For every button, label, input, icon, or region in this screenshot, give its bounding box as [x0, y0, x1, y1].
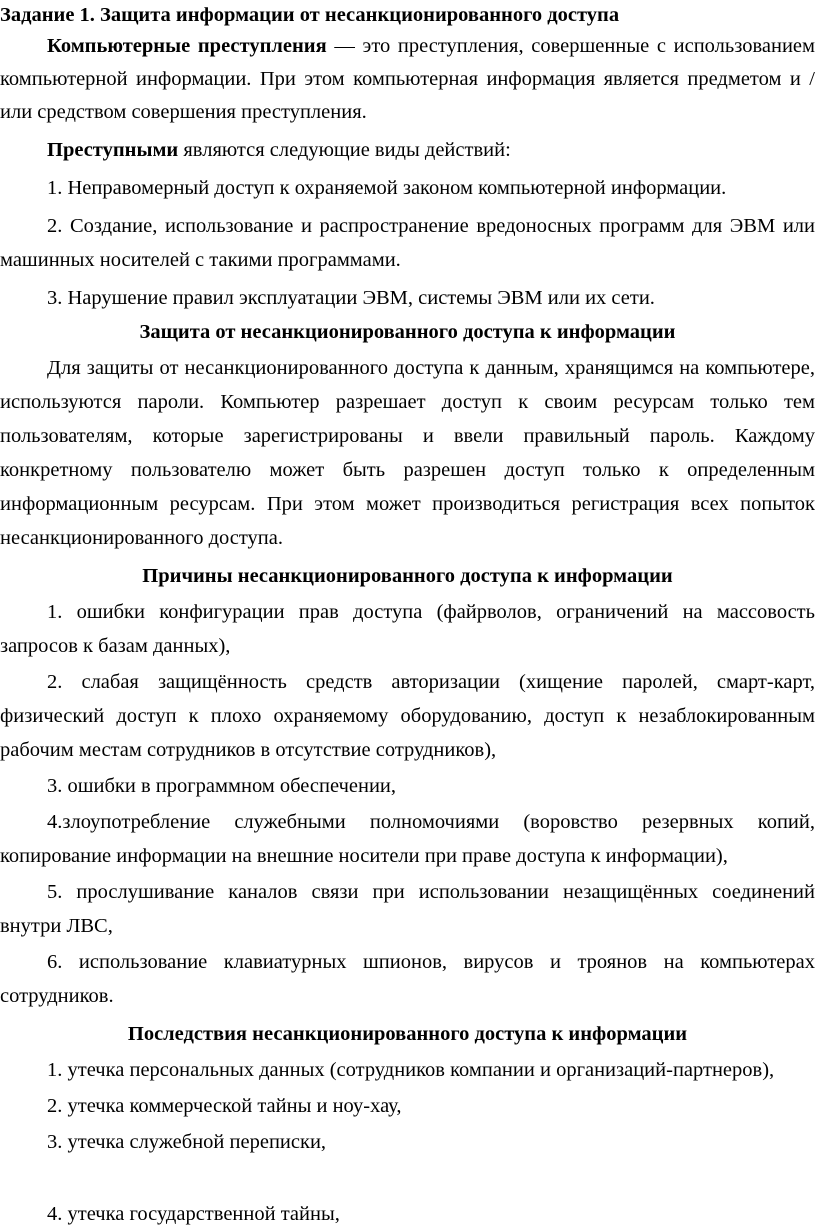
consequence-item-4: 4. утечка государственной тайны,	[47, 1203, 340, 1225]
criminal-rest: являются следующие виды действий:	[178, 139, 511, 161]
crime-item-3: 3. Нарушение правил эксплуатации ЭВМ, системы ЭВМ или их сети.	[47, 287, 655, 309]
protection-heading: Защита от несанкционированного доступа к информации	[139, 321, 676, 343]
cause-item-4: 4.злоупотребление служебными полномочиями (воровство резервных копий, копирование информации на внешние носители при праве доступа к информации),	[0, 811, 815, 867]
cause-item-6: 6. использование клавиатурных шпионов, вирусов и троянов на компьютерах сотрудников.	[0, 951, 815, 1007]
crime-item-1: 1. Неправомерный доступ к охраняемой законом компьютерной информации.	[47, 177, 727, 199]
page-title: Задание 1. Защита информации от несанкционированного доступа	[0, 4, 620, 26]
cause-item-5: 5. прослушивание каналов связи при использовании незащищённых соединений внутри ЛВС,	[0, 881, 815, 937]
criminal-term: Преступными	[47, 139, 179, 161]
cause-item-2: 2. слабая защищённость средств авторизации (хищение паролей, смарт-карт, физический доступ к плохо охраняемому оборудованию, доступ к незаблокированным рабочим местам сотрудников в отсутствие сотрудников),	[0, 671, 815, 761]
protection-paragraph: Для защиты от несанкционированного доступа к данным, хранящимся на компьютере, используются пароли. Компьютер разрешает доступ к своим ресурсам только тем пользователям, которые зарегистрированы и ввели правильный пароль. Каждому конкретному пользователю может быть разрешен доступ только к определенным информационным ресурсам. При этом может производиться регистрация всех попыток несанкционированного доступа.	[0, 357, 815, 549]
cause-item-1: 1. ошибки конфигурации прав доступа (файрволов, ограничений на массовость запросов к базам данных),	[0, 601, 815, 657]
intro-term: Компьютерные преступления	[47, 35, 327, 57]
intro-paragraph	[0, 30, 815, 129]
criminal-acts-intro	[0, 133, 815, 167]
cause-item-3: 3. ошибки в программном обеспечении,	[47, 775, 397, 797]
crime-item-2: 2. Создание, использование и распространение вредоносных программ для ЭВМ или машинных носителей с такими программами.	[0, 215, 815, 271]
consequences-heading: Последствия несанкционированного доступа к информации	[127, 1023, 688, 1045]
consequence-item-1: 1. утечка персональных данных (сотрудников компании и организаций-партнеров),	[47, 1059, 775, 1081]
consequence-item-3: 3. утечка служебной переписки,	[47, 1131, 327, 1153]
intro-definition: — это преступления, совершенные с использованием компьютерной информации. При этом компьютерная информация является предметом и / или средством совершения преступления.	[0, 35, 815, 123]
consequence-item-2: 2. утечка коммерческой тайны и ноу-хау,	[47, 1095, 402, 1117]
causes-heading: Причины несанкционированного доступа к информации	[142, 565, 673, 587]
